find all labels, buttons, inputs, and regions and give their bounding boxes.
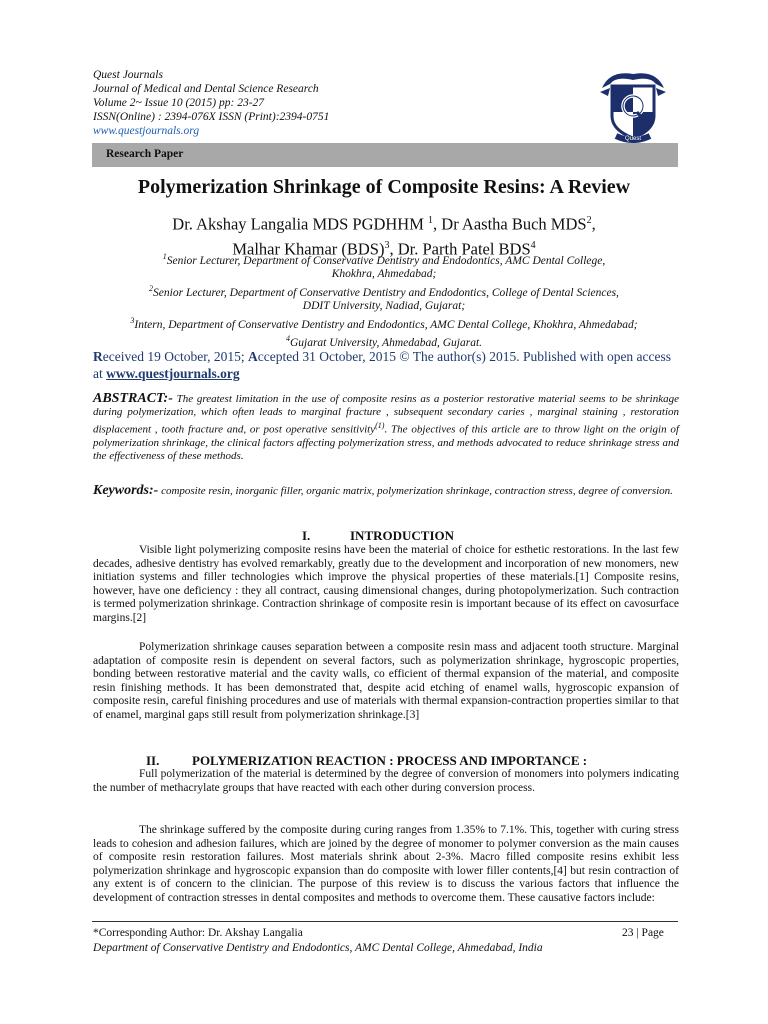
paragraph-1-text: Visible light polymerizing composite resins have been the material of choice for esthetic restorations. In the last few decades, adhesive dentistry has evolved remarkably, greatly due to the development and incorporation of new monomers, new initiation systems and filler technologies which improve the physical properties of these materials.[1] Composite resins, however, have one deficiency : they all contract, causing dimensional changes, during photopolymerization. Such contraction is termed polymerization shrinkage. Contraction shrinkage of composite resin is important because of its effect on cavosurface margins.[2] [93, 544, 679, 624]
affiliation-1-sup: 1 [162, 252, 167, 261]
section-1-number: I. [302, 528, 311, 543]
received-accepted-line [93, 348, 679, 382]
logo-text: Quest [624, 136, 642, 142]
author-4-sup: 4 [530, 239, 536, 251]
section-2-number: II. [146, 753, 160, 768]
journal-name: Quest Journals [93, 69, 163, 81]
keywords-label: Keywords:- [93, 483, 159, 498]
accepted-initial: A [248, 349, 258, 364]
affiliation-4: Gujarat University, Ahmedabad, Gujarat. [289, 336, 483, 349]
journal-volume: Volume 2~ Issue 10 (2015) pp: 23-27 [93, 97, 265, 109]
journal-full-name: Journal of Medical and Dental Science Research [93, 83, 319, 95]
corresponding-author: *Corresponding Author: Dr. Akshay Langalia [93, 927, 303, 939]
journal-header [93, 68, 329, 138]
paragraph-reaction-2 [93, 824, 679, 905]
paragraph-intro-1 [93, 544, 679, 625]
keywords-text: composite resin, inorganic filler, organic matrix, polymerization shrinkage, contraction stress, degree of conversion. [158, 485, 673, 497]
footer-department: Department of Conservative Dentistry and Endodontics, AMC Dental College, Ahmedabad, India [93, 942, 543, 954]
paragraph-reaction-1 [93, 768, 679, 795]
abstract [93, 392, 679, 463]
abstract-text: The greatest limitation in the use of composite resins as a posterior restorative material seems to be shrinkage during polymerization, which often leads to marginal fracture , subsequent secondary caries , marginal staining , restoration displacement , tooth fracture and, or post operative sensitivity [93, 393, 679, 436]
author-3-sup: 3 [384, 239, 390, 251]
quest-logo-icon [596, 66, 670, 144]
paragraph-4-text: The shrinkage suffered by the composite during curing ranges from 1.35% to 7.1%. This, together with curing stress leads to cohesion and adhesion failures, which are joined by the degree of monomer to polymer conversion as the main causes of composite resin restoration failures. Most materials shrink about 2-3%. Macro filled composite resins exhibit less polymerization shrinkage and hygroscopic expansion than do composite with lower filler contents,[4] but resin contraction of any extent is of concern to the clinician. The purpose of this review is to discuss the various factors that influence the development of contraction stresses in dental composites and methods to overcome them. These causative factors include: [93, 824, 679, 904]
journal-issn: ISSN(Online) : 2394-076X ISSN (Print):2394-0751 [93, 111, 330, 123]
abstract-ref: (1) [375, 421, 385, 430]
paragraph-3-text: Full polymerization of the material is determined by the degree of conversion of monomers into polymers indicating the number of methacrylate groups that have reacted with each other during conversion process. [93, 768, 679, 794]
affiliations [60, 250, 708, 350]
footer-divider [92, 921, 678, 922]
affiliation-2: Senior Lecturer, Department of Conservative Dentistry and Endodontics, College of Dental Sciences, [153, 286, 619, 299]
abstract-label: ABSTRACT:- [93, 391, 173, 406]
affiliation-1: Senior Lecturer, Department of Conservative Dentistry and Endodontics, AMC Dental College, [166, 254, 606, 267]
section-2-title: POLYMERIZATION REACTION : PROCESS AND IMPORTANCE : [192, 753, 588, 768]
affiliation-3-sup: 3 [130, 315, 135, 325]
keywords [93, 484, 679, 498]
page-number: 23 | Page [622, 927, 664, 939]
accepted-date: ccepted 31 October, 2015 © The author(s) 2015. Published with open access at [93, 349, 672, 381]
affiliation-3: Intern, Department of Conservative Dentistry and Endodontics, AMC Dental College, Khokhra, Ahmedabad; [134, 318, 638, 331]
section-heading-introduction [302, 528, 454, 544]
author-1: Dr. Akshay Langalia MDS PGDHHM [172, 214, 429, 234]
journal-url-link[interactable]: www.questjournals.org [93, 125, 200, 137]
open-access-link[interactable]: www.questjournals.org [106, 366, 240, 381]
paragraph-intro-2 [93, 641, 679, 722]
affiliation-1-cont: Khokhra, Ahmedabad; [331, 268, 437, 281]
author-2: , Dr Aastha Buch MDS [433, 214, 587, 234]
section-heading-polymerization [146, 753, 587, 769]
received-initial: R [93, 349, 103, 364]
author-2-sup: 2 [586, 215, 592, 226]
abstract-text-end: . The objectives of this article are to throw light on the origin of polymerization shrinkage, the clinical factors affecting polymerization stress, and methods advocated to reduce shrinkage stress and the effectiveness of these methods. [93, 423, 679, 462]
author-1-sup: 1 [428, 215, 434, 226]
section-1-title: INTRODUCTION [350, 528, 455, 543]
author-list: Dr. Akshay Langalia MDS PGDHHM $^1$, Dr Aastha Buch MDS$^2$, Malhar Khamar (BDS)$^3$, Dr. Parth Patel BDS$^4$ [172, 214, 596, 258]
affiliation-2-sup: 2 [149, 283, 154, 293]
affiliation-2-cont: DDIT University, Nadiad, Gujarat; [302, 300, 466, 313]
received-date: eceived 19 October, 2015; [102, 349, 249, 364]
author-4: , Dr. Parth Patel BDS [389, 239, 531, 258]
affiliation-4-sup: 4 [285, 333, 290, 343]
research-paper-banner [92, 143, 678, 167]
paragraph-2-text: Polymerization shrinkage causes separation between a composite resin mass and adjacent tooth structure. Marginal adaptation of composite resin is dependent on several factors, such as polymerization shrinkage, hygroscopic properties, bonding between restorative material and the cavity walls, co efficient of thermal expansion of the material, and composite resin finishing methods. It has been demonstrated that, despite acid etching of enamel walls, hygroscopic expansion of composite resin, careful finishing procedures and use of materials with thermal expansion-contraction properties similar to that of enamel, marginal gaps still result from polymerization shrinkage.[3] [93, 641, 679, 721]
paper-title: Polymerization Shrinkage of Composite Resins: A Review [137, 176, 631, 198]
author-3: Malhar Khamar (BDS) [232, 239, 385, 258]
research-paper-label: Research Paper [106, 148, 184, 160]
